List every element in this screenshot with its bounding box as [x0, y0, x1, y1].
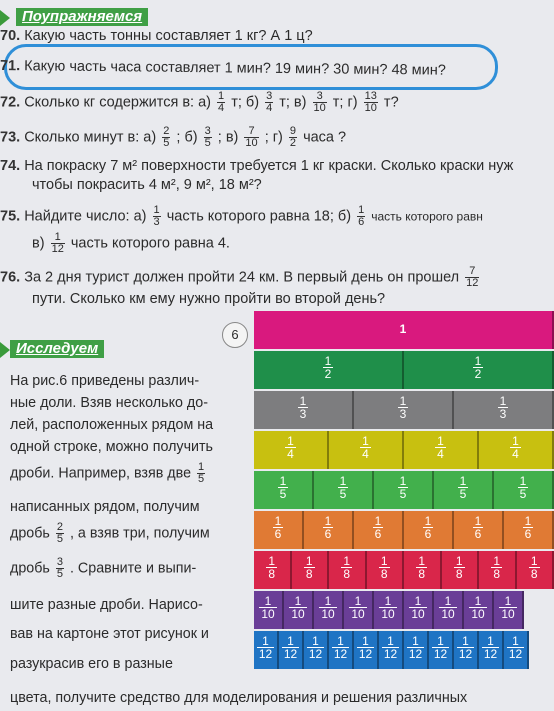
- fraction-cell: [379, 631, 404, 669]
- exercise-74-line2: чтобы покрасить 4 м², 9 м², 18 м²?: [32, 177, 262, 193]
- exercise-text: в): [32, 235, 45, 252]
- exercise-text: часть которого равн: [371, 209, 483, 224]
- fraction-cell: [254, 631, 279, 669]
- fraction-cell: [254, 511, 304, 549]
- explore-text: дробь: [10, 560, 50, 577]
- fraction-cell: [329, 551, 367, 589]
- exercise-text: часть которого равна 18; б): [166, 208, 352, 225]
- fraction-label: 1: [399, 322, 407, 336]
- exercise-74: [0, 157, 513, 175]
- explore-text: дробь: [10, 525, 50, 542]
- fraction-label: 1 10: [261, 594, 275, 621]
- fraction-label: 1 12: [333, 634, 348, 661]
- fraction-label: 1 10: [381, 594, 395, 621]
- fraction-label: 1 8: [305, 554, 313, 581]
- fraction: $\frac{1}{12}$: [51, 231, 64, 255]
- fraction-label: 1 5: [459, 474, 467, 501]
- exercise-70: [0, 27, 313, 45]
- fraction-label: 1 8: [380, 554, 388, 581]
- fraction-cell: [374, 591, 404, 629]
- fraction-label: 1 8: [418, 554, 426, 581]
- fraction-label: 1 8: [268, 554, 276, 581]
- exercise-number: 75.: [0, 208, 21, 225]
- fraction-cell: [254, 351, 404, 389]
- fraction-label: 1 12: [508, 634, 523, 661]
- fraction-label: 1 4: [362, 434, 369, 461]
- fraction-cell: [254, 471, 314, 509]
- exercise-text: ; в): [217, 129, 239, 146]
- exercise-text: ; б): [176, 129, 198, 146]
- explore-line-with-fraction: [10, 522, 210, 545]
- fraction-label: 1 4: [437, 434, 444, 461]
- exercise-text: часа ?: [303, 129, 347, 146]
- fraction-label: 1 5: [519, 474, 527, 501]
- fraction-cell: [504, 511, 554, 549]
- chevron-right-icon: [0, 10, 10, 26]
- fraction-cell: [374, 471, 434, 509]
- fraction-strip-4: [254, 431, 519, 469]
- exercise-number: 73.: [0, 129, 21, 146]
- fraction: $\frac{2}{5}$: [56, 521, 63, 545]
- fraction-label: 1 3: [299, 394, 307, 421]
- fraction-cell: [254, 551, 292, 589]
- fraction: $\frac{7}{10}$: [245, 125, 258, 149]
- fraction-label: 1 6: [474, 514, 482, 541]
- fraction-strip-1: [254, 311, 519, 349]
- fraction-label: 1 10: [411, 594, 425, 621]
- fraction-label: 1 6: [424, 514, 432, 541]
- fraction-cell: [517, 551, 554, 589]
- fraction: $\frac{9}{2}$: [289, 125, 297, 149]
- fraction-cell: [284, 591, 314, 629]
- fraction-label: 1 2: [474, 354, 482, 381]
- fraction-label: 1 4: [287, 434, 294, 461]
- fraction: $\frac{2}{5}$: [163, 125, 170, 149]
- figure-number-badge: 6: [222, 322, 248, 348]
- exercise-76: [0, 266, 481, 289]
- exercise-75: [0, 205, 483, 228]
- explore-line: написанных рядом, получим: [10, 499, 200, 515]
- exercise-text: т; в): [279, 94, 307, 111]
- fraction-cell: [494, 471, 554, 509]
- fraction-cell: [367, 551, 405, 589]
- fraction-label: 1 3: [399, 394, 407, 421]
- exercise-text: Найдите число: а): [24, 208, 147, 225]
- fraction-label: 1 6: [324, 514, 332, 541]
- fraction-cell: [404, 351, 554, 389]
- explore-title: Исследуем: [10, 340, 104, 358]
- fraction-cell: [404, 511, 454, 549]
- exercise-73: [0, 126, 346, 149]
- fraction-strip-5: [254, 471, 527, 509]
- exercise-number: 76.: [0, 269, 21, 286]
- fraction-strip-3: [254, 391, 519, 429]
- fraction-cell: [479, 431, 554, 469]
- fraction: $\frac{7}{12}$: [466, 265, 479, 289]
- fraction-label: 1 2: [324, 354, 332, 381]
- fraction-cell: [404, 551, 442, 589]
- exercise-text: часть которого равна 4.: [70, 235, 230, 252]
- fraction-cell: [464, 591, 494, 629]
- fraction-cell: [254, 311, 554, 349]
- fraction: $\frac{1}{3}$: [153, 204, 160, 228]
- explore-line: цвета, получите средство для моделирования и решения различных: [10, 690, 468, 706]
- fraction-label: 1 5: [399, 474, 407, 501]
- fraction-cell: [434, 471, 494, 509]
- chevron-right-icon: [0, 342, 10, 358]
- fraction-label: 1 12: [308, 634, 323, 661]
- exercise-text: ; г): [264, 129, 283, 146]
- exercise-text: Какую часть тонны составляет 1 кг? А 1 ц?: [24, 28, 313, 44]
- fraction-label: 1 5: [339, 474, 347, 501]
- fraction-cell: [404, 631, 429, 669]
- explore-line-with-fraction: [10, 462, 207, 485]
- fraction-label: 1 12: [258, 634, 273, 661]
- explore-line: На рис.6 приведены различ-: [10, 373, 200, 389]
- exercise-75-line2: [32, 232, 230, 255]
- explore-text: , а взяв три, получим: [69, 525, 210, 542]
- fraction-cell: [254, 391, 354, 429]
- fraction-label: 1 8: [455, 554, 463, 581]
- fraction-cell: [279, 631, 304, 669]
- fraction-cell: [504, 631, 529, 669]
- exercise-number: 72.: [0, 94, 21, 111]
- fraction-cell: [292, 551, 330, 589]
- fraction-cell: [454, 511, 504, 549]
- fraction-label: 1 10: [441, 594, 455, 621]
- fraction-cell: [479, 631, 504, 669]
- fraction-cell: [329, 431, 404, 469]
- fraction-cell: [354, 631, 379, 669]
- explore-line: разукрасив его в разные: [10, 656, 173, 672]
- fraction-label: 1 12: [383, 634, 398, 661]
- explore-line-with-fraction: [10, 557, 196, 580]
- fraction-label: 1 10: [351, 594, 365, 621]
- fraction-strips-chart: [254, 311, 538, 673]
- fraction: $\frac{1}{4}$: [218, 90, 225, 114]
- fraction-strip-6: [254, 511, 532, 549]
- exercise-number: 70.: [0, 28, 21, 44]
- fraction-cell: [454, 391, 554, 429]
- fraction: $\frac{3}{5}$: [56, 556, 63, 580]
- fraction-label: 1 4: [512, 434, 519, 461]
- fraction-cell: [344, 591, 374, 629]
- fraction-label: 1 12: [483, 634, 498, 661]
- fraction-strip-8: [254, 551, 538, 589]
- fraction-strip-12: [254, 631, 523, 669]
- fraction: $\frac{3}{10}$: [313, 90, 326, 114]
- exercise-text: Какую часть часа составляет 1 мин? 19 мин? 30 мин? 48 мин?: [24, 58, 446, 79]
- fraction-label: 1 6: [524, 514, 532, 541]
- fraction-label: 1 12: [358, 634, 373, 661]
- explore-line: лей, расположенных рядом на: [10, 417, 214, 433]
- fraction-cell: [314, 471, 374, 509]
- fraction-label: 1 10: [291, 594, 305, 621]
- fraction-label: 1 10: [501, 594, 515, 621]
- fraction: $\frac{13}{10}$: [364, 90, 377, 114]
- exercise-text: Сколько минут в: а): [24, 129, 157, 146]
- fraction-cell: [304, 511, 354, 549]
- fraction-label: 1 12: [433, 634, 448, 661]
- fraction-cell: [354, 511, 404, 549]
- exercise-number: 71.: [0, 58, 21, 75]
- exercise-number: 74.: [0, 158, 21, 174]
- fraction-label: 1 12: [283, 634, 298, 661]
- exercise-text: На покраску 7 м² поверхности требуется 1 кг краски. Сколько краски нуж: [24, 158, 514, 174]
- fraction-cell: [354, 391, 454, 429]
- fraction-label: 1 8: [493, 554, 501, 581]
- section-header: [0, 4, 519, 24]
- fraction-strip-2: [254, 351, 519, 389]
- fraction-cell: [254, 591, 284, 629]
- fraction-cell: [429, 631, 454, 669]
- exercise-text: т?: [383, 94, 399, 111]
- exercise-text: т; г): [332, 94, 358, 111]
- fraction-label: 1 8: [343, 554, 351, 581]
- fraction: $\frac{1}{5}$: [198, 461, 205, 485]
- fraction-strip-10: [254, 591, 519, 629]
- fraction-label: 1 12: [408, 634, 423, 661]
- exercise-text: т; б): [231, 94, 260, 111]
- fraction-cell: [434, 591, 464, 629]
- fraction-label: 1 3: [499, 394, 507, 421]
- fraction-label: 1 6: [374, 514, 382, 541]
- section-title: Поупражняемся: [16, 8, 148, 26]
- fraction-label: 1 12: [458, 634, 473, 661]
- explore-text: . Сравните и выпи-: [69, 560, 197, 577]
- fraction-cell: [404, 431, 479, 469]
- explore-text: дроби. Например, взяв две: [10, 465, 192, 482]
- fraction-cell: [404, 591, 434, 629]
- fraction-cell: [454, 631, 479, 669]
- fraction: $\frac{1}{6}$: [358, 204, 365, 228]
- explore-line: вав на картоне этот рисунок и: [10, 626, 209, 642]
- fraction: $\frac{3}{5}$: [204, 125, 211, 149]
- fraction-cell: [494, 591, 524, 629]
- explore-line: ные доли. Взяв несколько до-: [10, 395, 208, 411]
- fraction-label: 1 10: [321, 594, 335, 621]
- fraction-cell: [442, 551, 480, 589]
- exercise-76-line2: пути. Сколько км ему нужно пройти во второй день?: [32, 291, 386, 307]
- exercise-text: За 2 дня турист должен пройти 24 км. В первый день он прошел: [24, 269, 460, 286]
- fraction-cell: [254, 431, 329, 469]
- fraction-cell: [479, 551, 517, 589]
- explore-line: шите разные дроби. Нарисо-: [10, 597, 203, 613]
- fraction: $\frac{3}{4}$: [266, 90, 273, 114]
- exercise-text: Сколько кг содержится в: а): [24, 94, 212, 111]
- fraction-label: 1 5: [279, 474, 287, 501]
- fraction-label: 1 10: [471, 594, 485, 621]
- fraction-cell: [329, 631, 354, 669]
- fraction-cell: [304, 631, 329, 669]
- explore-line: одной строке, можно получить: [10, 439, 213, 455]
- fraction-cell: [314, 591, 344, 629]
- fraction-label: 1 6: [274, 514, 282, 541]
- exercise-72: [0, 91, 399, 114]
- fraction-label: 1 8: [530, 554, 538, 581]
